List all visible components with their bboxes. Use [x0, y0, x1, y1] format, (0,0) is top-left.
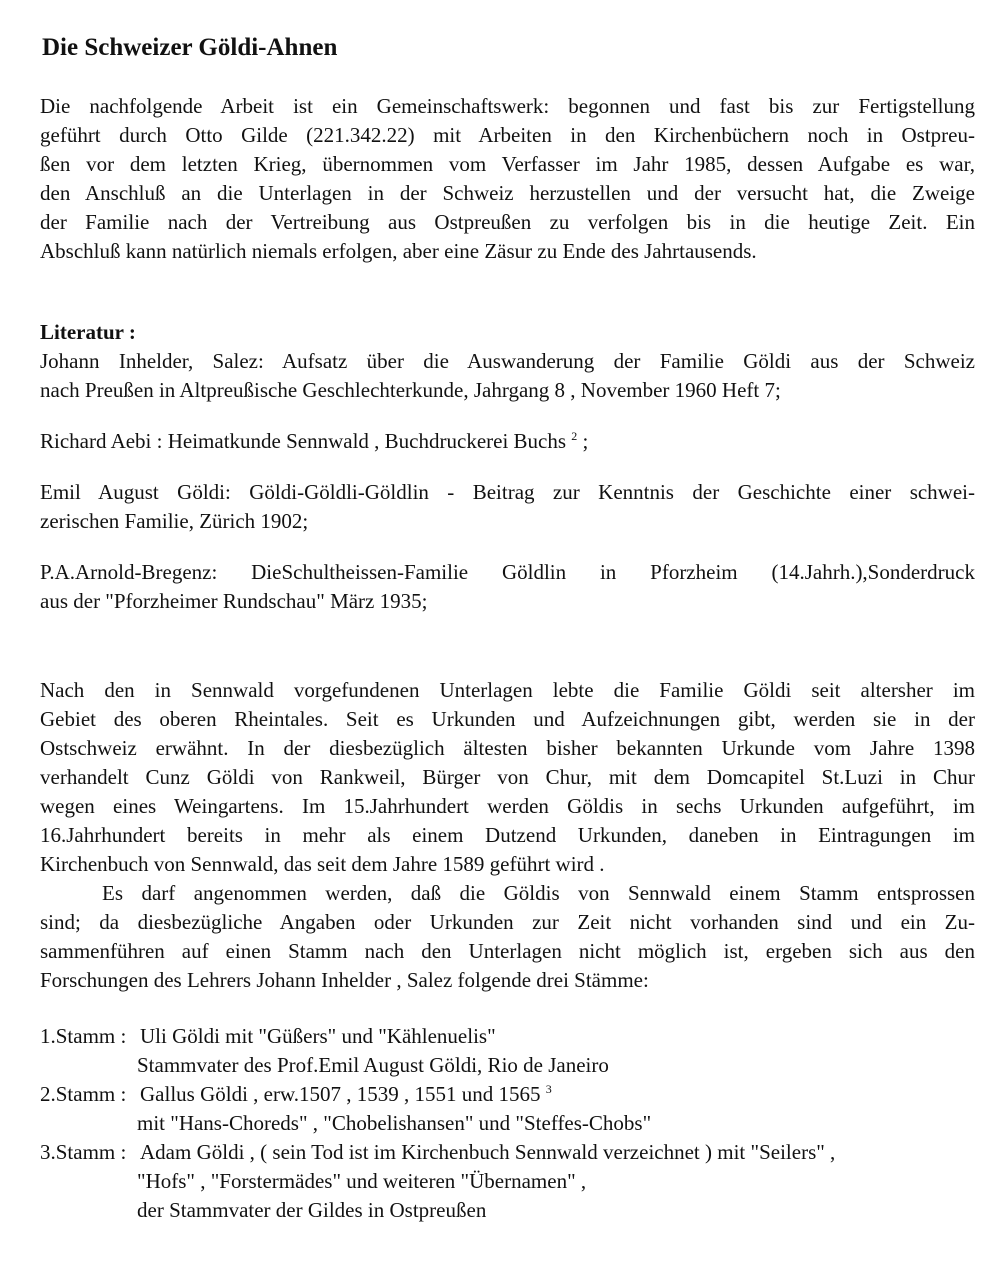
literature-line: Johann Inhelder, Salez: Aufsatz über die Auswanderung der Familie Göldi aus der Schweiz [40, 349, 975, 373]
stamm-continuation: Stammvater des Prof.Emil August Göldi, Rio de Janeiro [137, 1053, 609, 1077]
intro-paragraph [40, 92, 975, 266]
stamm-continuation: "Hofs" , "Forstermädes" und weiteren "Übernamen" , [137, 1169, 587, 1193]
body-line: wegen eines Weingartens. Im 15.Jahrhundert werden Göldis in sechs Urkunden aufgeführt, im [40, 794, 975, 818]
literature-line: P.A.Arnold-Bregenz: DieSchultheissen-Familie Göldlin in Pforzheim (14.Jahrh.),Sonderdruck [40, 560, 975, 584]
stamm-first-line-wrap [140, 1080, 975, 1109]
document-page [40, 30, 975, 1225]
intro-line: der Familie nach der Vertreibung aus Ostpreußen zu verfolgen bis in die heutige Zeit. Ein [40, 210, 975, 234]
stamm-label: 3.Stamm : [40, 1140, 127, 1164]
footnote-marker: 3 [545, 1082, 552, 1096]
intro-line: ßen vor dem letzten Krieg, übernommen vom Verfasser im Jahr 1985, dessen Aufgabe es war, [40, 152, 975, 176]
body-line: verhandelt Cunz Göldi von Rankweil, Bürger von Chur, mit dem Domcapitel St.Luzi in Chur [40, 765, 975, 789]
body-line: Es darf angenommen werden, daß die Göldis von Sennwald einem Stamm entsprossen [102, 881, 975, 905]
literature-entry [40, 478, 975, 536]
intro-line: Abschluß kann natürlich niemals erfolgen, aber eine Zäsur zu Ende des Jahrtausends. [40, 239, 757, 263]
literature-entry [40, 558, 975, 616]
body-paragraph [40, 879, 975, 995]
body-line: Ostschweiz erwähnt. In der diesbezüglich ältesten bisher bekannten Urkunde vom Jahre 1398 [40, 736, 975, 760]
body-line: sammenführen auf einen Stamm nach den Unterlagen nicht möglich ist, ergeben sich aus den [40, 939, 975, 963]
literature-heading: Literatur : [40, 320, 136, 344]
stamm-first-line: Gallus Göldi , erw.1507 , 1539 , 1551 und 1565 [140, 1082, 541, 1106]
body-line: Gebiet des oberen Rheintales. Seit es Urkunden und Aufzeichnungen gibt, werden sie in der [40, 707, 975, 731]
literature-line: nach Preußen in Altpreußische Geschlechterkunde, Jahrgang 8 , November 1960 Heft 7; [40, 378, 781, 402]
intro-line: Die nachfolgende Arbeit ist ein Gemeinschaftswerk: begonnen und fast bis zur Fertigstellung [40, 94, 975, 118]
literature-line: Emil August Göldi: Göldi-Göldli-Göldlin - Beitrag zur Kenntnis der Geschichte einer schwei- [40, 480, 975, 504]
stamm-item [40, 1022, 975, 1051]
stamm-item [40, 1080, 975, 1109]
intro-line: den Anschluß an die Unterlagen in der Schweiz herzustellen und der versucht hat, die Zweige [40, 181, 975, 205]
literature-line: zerischen Familie, Zürich 1902; [40, 509, 309, 533]
literature-entry [40, 427, 975, 456]
body-line: Nach den in Sennwald vorgefundenen Unterlagen lebte die Familie Göldi seit altersher im [40, 678, 975, 702]
body-line: Kirchenbuch von Sennwald, das seit dem Jahre 1589 geführt wird . [40, 852, 605, 876]
body-paragraph [40, 676, 975, 879]
stamm-first-line: Adam Göldi , ( sein Tod ist im Kirchenbuch Sennwald verzeichnet ) mit "Seilers" , [140, 1140, 836, 1164]
stamm-continuation: mit "Hans-Choreds" , "Chobelishansen" und "Steffes-Chobs" [137, 1111, 652, 1135]
literature-line: aus der "Pforzheimer Rundschau" März 1935; [40, 589, 428, 613]
body-line: Forschungen des Lehrers Johann Inhelder , Salez folgende drei Stämme: [40, 968, 649, 992]
stamm-first-line: Uli Göldi mit "Güßers" und "Kählenuelis" [140, 1024, 496, 1048]
stamm-item [40, 1138, 975, 1167]
stamm-continuation: der Stammvater der Gildes in Ostpreußen [137, 1198, 487, 1222]
stamm-label: 2.Stamm : [40, 1082, 127, 1106]
footnote-marker: 2 [571, 429, 578, 443]
stamm-list [40, 1022, 975, 1225]
literature-suffix: ; [577, 429, 589, 453]
page-title: Die Schweizer Göldi-Ahnen [42, 34, 338, 61]
body-line: sind; da diesbezügliche Angaben oder Urkunden zur Zeit nicht vorhanden sind und ein Zu- [40, 910, 975, 934]
intro-line: geführt durch Otto Gilde (221.342.22) mit Arbeiten in den Kirchenbüchern noch in Ostpreu- [40, 123, 975, 147]
stamm-label: 1.Stamm : [40, 1024, 127, 1048]
literature-line: Richard Aebi : Heimatkunde Sennwald , Buchdruckerei Buchs [40, 429, 567, 453]
body-line: 16.Jahrhundert bereits in mehr als einem Dutzend Urkunden, daneben in Eintragungen im [40, 823, 975, 847]
literature-entry [40, 347, 975, 405]
